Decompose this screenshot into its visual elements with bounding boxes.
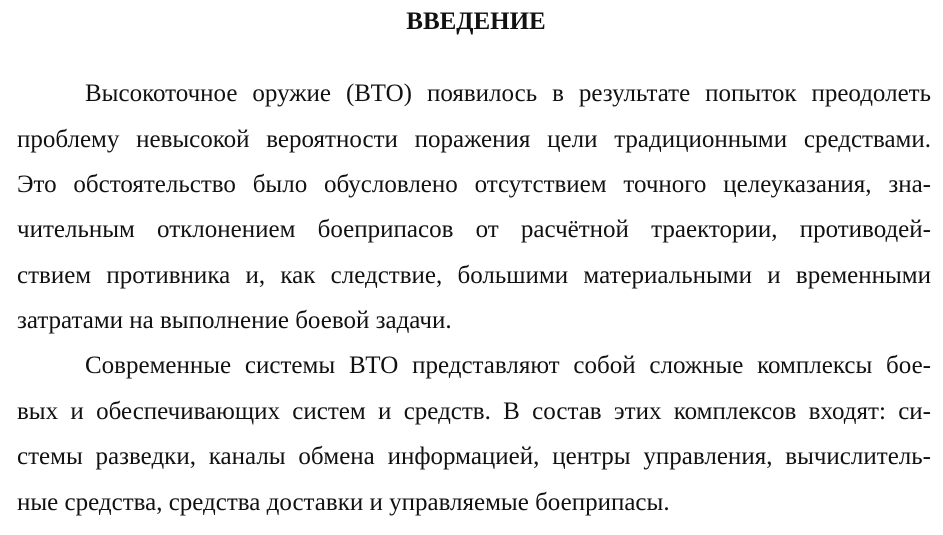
section-heading: ВВЕДЕНИЕ: [406, 8, 546, 35]
text-line: стемы разведки, каналы обмена информацией, центры управления, вычислитель-: [17, 443, 931, 470]
text-line: Это обстоятельство было обусловлено отсутствием точного целеуказания, зна-: [17, 171, 931, 198]
text-line: ные средства, средства доставки и управляемые боеприпасы.: [17, 489, 670, 516]
text-line: проблему невысокой вероятности поражения цели традиционными средствами.: [17, 126, 931, 153]
text-line: затратами на выполнение боевой задачи.: [17, 307, 452, 334]
text-line: чительным отклонением боеприпасов от расчётной траектории, противодей-: [17, 216, 931, 243]
text-line: Высокоточное оружие (ВТО) появилось в результате попыток преодолеть: [85, 80, 931, 107]
text-line: Современные системы ВТО представляют собой сложные комплексы бое-: [85, 352, 931, 379]
text-line: вых и обеспечивающих систем и средств. В состав этих комплексов входят: си-: [17, 398, 931, 425]
text-line: ствием противника и, как следствие, большими материальными и временными: [17, 262, 931, 289]
